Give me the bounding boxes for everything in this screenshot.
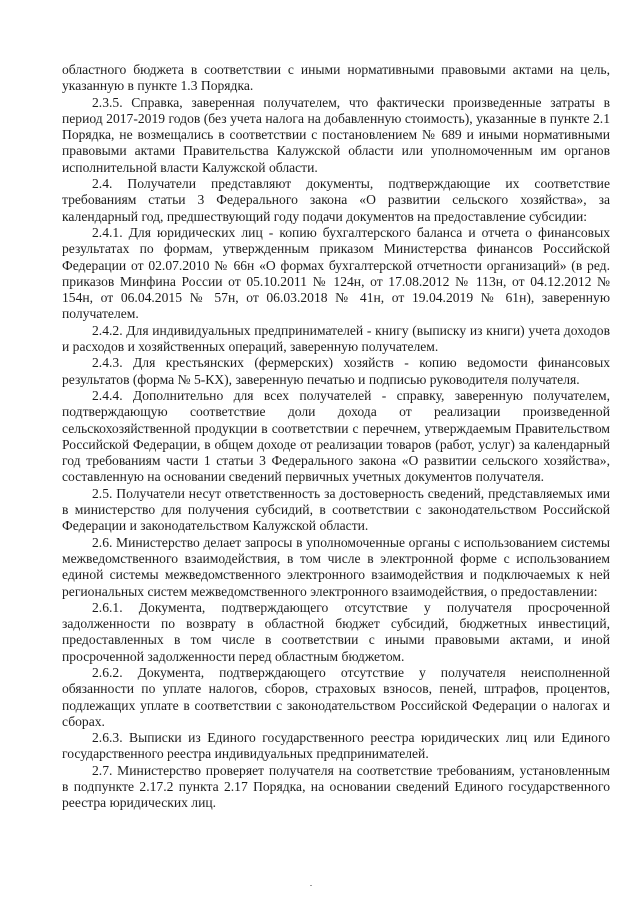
paragraph-2-4-4: 2.4.4. Дополнительно для всех получателей - справку, заверенную получателем, подтверждающую соответствие доли дохода от реализации произведенной сельскохозяйственной продукции в соответствии с перечнем, утверждаемым Правительством Российской Федерации, в общем доходе от реализации товаров (работ, услуг) за календарный год требованиям части 1 статьи 3 Федерального закона «О развитии сельского хозяйства», составленную на основании сведений первичных учетных документов получателя. — [62, 387, 610, 485]
paragraph-2-6-2: 2.6.2. Документа, подтверждающего отсутствие у получателя неисполненной обязанности по уплате налогов, сборов, страховых взносов, пеней, штрафов, процентов, подлежащих уплате в соответствии с законодательством Российской Федерации о налогах и сборах. — [62, 664, 610, 729]
paragraph-2-4-2: 2.4.2. Для индивидуальных предпринимателей - книгу (выписку из книги) учета доходов и расходов и хозяйственных операций, заверенную получателем. — [62, 322, 610, 355]
paragraph-continuation: областного бюджета в соответствии с иными нормативными правовыми актами на цель, указанную в пункте 1.3 Порядка. — [62, 62, 610, 94]
paragraph-2-5: 2.5. Получатели несут ответственность за достоверность сведений, представляемых ими в министерство для получения субсидий, в соответствии с законодательством Российской Федерации и законодательством Калужской области. — [62, 485, 610, 534]
paragraph-2-6: 2.6. Министерство делает запросы в уполномоченные органы с использованием системы межведомственного взаимодействия, в том числе в электронной форме с использованием единой системы межведомственного электронного взаимодействия и подключаемых к ней региональных систем межведомственного электронного взаимодействия, о предоставлении: — [62, 534, 610, 599]
paragraph-2-6-3: 2.6.3. Выписки из Единого государственного реестра юридических лиц или Единого государственного реестра индивидуальных предпринимателей. — [62, 730, 610, 762]
paragraph-2-4: 2.4. Получатели представляют документы, подтверждающие их соответствие требованиям статьи 3 Федерального закона «О развитии сельского хозяйства», за календарный год, предшествующий году подачи документов на предоставление субсидии: — [62, 176, 610, 224]
document-body — [62, 62, 610, 812]
paragraph-2-4-3: 2.4.3. Для крестьянских (фермерских) хозяйств - копию ведомости финансовых результатов (форма № 5-КХ), заверенную печатью и подписью руководителя получателя. — [62, 355, 610, 387]
paragraph-2-7: 2.7. Министерство проверяет получателя на соответствие требованиям, установленным в подпункте 2.17.2 пункта 2.17 Порядка, на основании сведений Единого государственного реестра юридических лиц. — [62, 762, 610, 811]
paragraph-2-4-1: 2.4.1. Для юридических лиц - копию бухгалтерского баланса и отчета о финансовых результатах по формам, утвержденным приказом Министерства финансов Российской Федерации от 02.07.2010 № 66н «О формах бухгалтерской отчетности организаций» (в ред. приказов Минфина России от 05.10.2011 № 124н, от 17.08.2012 № 113н, от 04.12.2012 № 154н, от 06.04.2015 № 57н, от 06.03.2018 № 41н, от 19.04.2019 № 61н), заверенную получателем. — [62, 224, 610, 322]
paragraph-2-3-5: 2.3.5. Справка, заверенная получателем, что фактически произведенные затраты в период 2017-2019 годов (без учета налога на добавленную стоимость), указанные в пункте 2.1 Порядка, не возмещались в соответствии с постановлением № 689 и иными нормативными правовыми актами Правительства Калужской области или уполномоченным им органов исполнительной власти Калужской области. — [62, 94, 610, 175]
scan-speck — [310, 885, 312, 886]
paragraph-2-6-1: 2.6.1. Документа, подтверждающего отсутствие у получателя просроченной задолженности по возврату в областной бюджет субсидий, бюджетных инвестиций, предоставленных в том числе в соответствии с иными правовыми актами, и иной просроченной задолженности перед областным бюджетом. — [62, 599, 610, 664]
